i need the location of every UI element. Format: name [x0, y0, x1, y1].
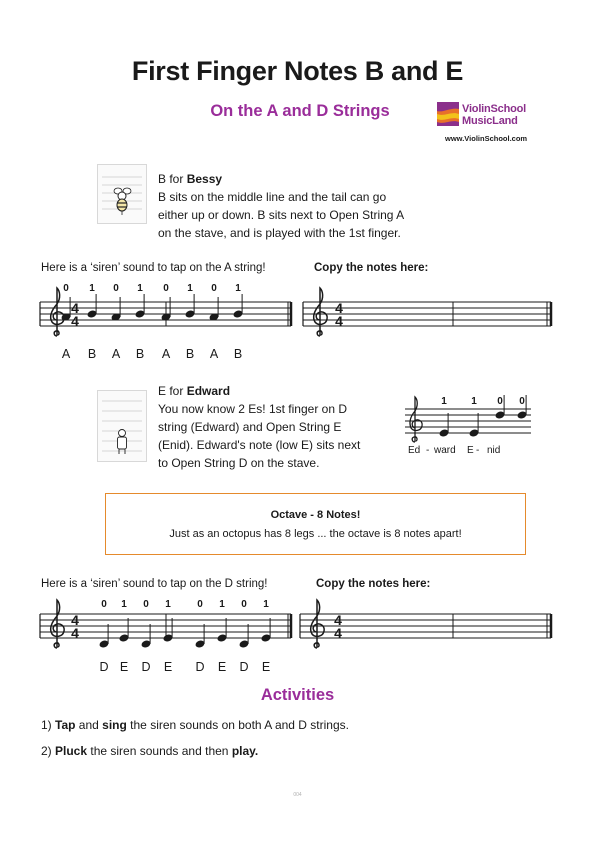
bessy-line: either up or down. B sits next to Open String A — [158, 208, 405, 222]
d-string-staff — [38, 598, 293, 660]
treble-clef-icon — [311, 600, 325, 648]
octave-title: Octave - 8 Notes! — [270, 509, 361, 521]
activity-item — [41, 718, 349, 732]
note-head — [469, 413, 480, 438]
bessy-line: B sits on the middle line and the tail can go — [158, 190, 387, 204]
bessy-card — [97, 164, 147, 224]
logo[interactable] — [437, 102, 562, 147]
time-signature-top: 4 — [71, 612, 79, 628]
time-signature-top: 4 — [335, 300, 343, 316]
fingering-label: 0 — [63, 283, 69, 294]
activity-number: 2) — [41, 744, 56, 758]
note-head — [61, 297, 72, 322]
note-letter: A — [161, 347, 171, 361]
activity-text: the siren sounds and then — [87, 744, 232, 758]
fingering-label: 0 — [497, 396, 503, 407]
a-string-copy-label-text: Copy the notes here: — [314, 262, 429, 274]
a-string-copy-label — [314, 262, 428, 274]
treble-clef-icon — [314, 288, 328, 336]
note-letter: E — [119, 660, 129, 674]
fingering-label: 1 — [137, 283, 143, 294]
note-letter: D — [239, 660, 249, 674]
note-letter: D — [99, 660, 109, 674]
activity-number: 1) — [41, 718, 56, 732]
logo-line1: ViolinSchool — [462, 103, 527, 115]
treble-clef-icon — [51, 600, 65, 648]
activity-verb: sing — [102, 718, 127, 732]
note-head — [233, 294, 244, 319]
lyric-syllable: - — [476, 445, 480, 456]
note-head — [163, 618, 174, 643]
note-head — [439, 413, 450, 438]
note-letter: A — [61, 347, 71, 361]
fingering-label: 0 — [197, 599, 203, 610]
fingering-label: 1 — [187, 283, 193, 294]
lyric-syllable: E — [467, 445, 474, 456]
bessy-name: Bessy — [186, 172, 223, 186]
time-signature-top: 4 — [334, 612, 342, 628]
lyric-syllable: ward — [434, 445, 456, 456]
page-title: First Finger Notes B and E — [131, 56, 464, 86]
note-head — [119, 618, 130, 643]
bessy-line: on the stave, and is played with the 1st finger. — [158, 226, 401, 240]
note-head — [111, 297, 122, 322]
note-letter: B — [135, 347, 145, 361]
octave-text: Just as an octopus has 8 legs ... the octave is 8 notes apart! — [169, 528, 462, 540]
edward-text — [158, 382, 398, 472]
time-signature-bottom: 4 — [71, 625, 79, 641]
lyric-syllable: nid — [487, 445, 501, 456]
note-letter: D — [141, 660, 151, 674]
bee-icon — [98, 165, 146, 223]
lyric-syllable: Ed — [408, 445, 421, 456]
edward-line: (Enid). Edward's note (low E) sits next — [158, 438, 361, 452]
d-copy-staff[interactable] — [298, 598, 553, 660]
fingering-label: 1 — [263, 599, 269, 610]
figure-icon — [98, 391, 146, 461]
d-string-copy-label — [316, 578, 430, 590]
fingering-label: 0 — [143, 599, 149, 610]
time-signature-bottom: 4 — [335, 313, 343, 329]
bessy-text — [158, 170, 458, 242]
note-letter: B — [87, 347, 97, 361]
edward-line: string (Edward) and Open String E — [158, 420, 342, 434]
note-letter: E — [217, 660, 227, 674]
fingering-label: 0 — [241, 599, 247, 610]
note-head — [135, 294, 146, 319]
logo-mark-icon — [437, 102, 459, 126]
note-head — [195, 624, 206, 649]
octave-box — [105, 493, 526, 555]
note-letter: A — [209, 347, 219, 361]
note-letter: E — [261, 660, 271, 674]
fingering-label: 1 — [121, 599, 127, 610]
lyric-syllable: - — [426, 445, 430, 456]
note-letter: A — [111, 347, 121, 361]
d-string-copy-label-text: Copy the notes here: — [316, 578, 431, 590]
note-head — [141, 624, 152, 649]
fingering-label: 0 — [163, 283, 169, 294]
fingering-label: 1 — [219, 599, 225, 610]
activity-text: the siren sounds on both A and D strings. — [126, 718, 349, 732]
edward-card — [97, 390, 147, 462]
activities-title: Activities — [260, 686, 335, 704]
note-letter: D — [195, 660, 205, 674]
a-copy-staff[interactable] — [301, 282, 553, 342]
a-string-staff — [38, 282, 293, 342]
edward-staff — [403, 393, 533, 445]
edward-line: to Open String D on the stave. — [158, 456, 320, 470]
time-signature-bottom: 4 — [71, 313, 79, 329]
page-subtitle: On the A and D Strings — [210, 102, 390, 120]
a-string-caption: Here is a ‘siren’ sound to tap on the A string! — [41, 262, 266, 274]
fingering-label: 1 — [235, 283, 241, 294]
fingering-label: 1 — [89, 283, 95, 294]
activity-text: and — [75, 718, 103, 732]
time-signature-bottom: 4 — [334, 625, 342, 641]
fingering-label: 0 — [211, 283, 217, 294]
note-letter: B — [185, 347, 195, 361]
treble-clef-icon — [410, 397, 422, 442]
activity-verb: Pluck — [55, 744, 88, 758]
edward-name: Edward — [186, 384, 231, 398]
edward-line: You now know 2 Es! 1st finger on D — [158, 402, 347, 416]
activity-verb: Tap — [55, 718, 76, 732]
fingering-label: 0 — [113, 283, 119, 294]
bessy-prefix: B for — [158, 172, 187, 186]
note-head — [261, 618, 272, 643]
time-signature-top: 4 — [71, 300, 79, 316]
page-number: 004 — [293, 792, 302, 798]
treble-clef-icon — [51, 288, 65, 336]
note-head — [217, 618, 228, 643]
fingering-label: 0 — [519, 396, 525, 407]
activity-item — [41, 744, 258, 758]
note-head — [185, 294, 196, 319]
logo-url[interactable]: www.ViolinSchool.com — [445, 134, 528, 143]
note-head — [99, 624, 110, 649]
edward-prefix: E for — [158, 384, 187, 398]
fingering-label: 1 — [165, 599, 171, 610]
fingering-label: 1 — [441, 396, 447, 407]
note-head — [209, 297, 220, 322]
note-head — [87, 294, 98, 319]
note-letter: E — [163, 660, 173, 674]
note-letter: B — [233, 347, 243, 361]
fingering-label: 0 — [101, 599, 107, 610]
activity-verb: play. — [231, 744, 259, 758]
fingering-label: 1 — [471, 396, 477, 407]
note-head — [239, 624, 250, 649]
logo-line2: MusicLand — [462, 115, 518, 127]
d-string-caption: Here is a ‘siren’ sound to tap on the D string! — [41, 578, 268, 590]
